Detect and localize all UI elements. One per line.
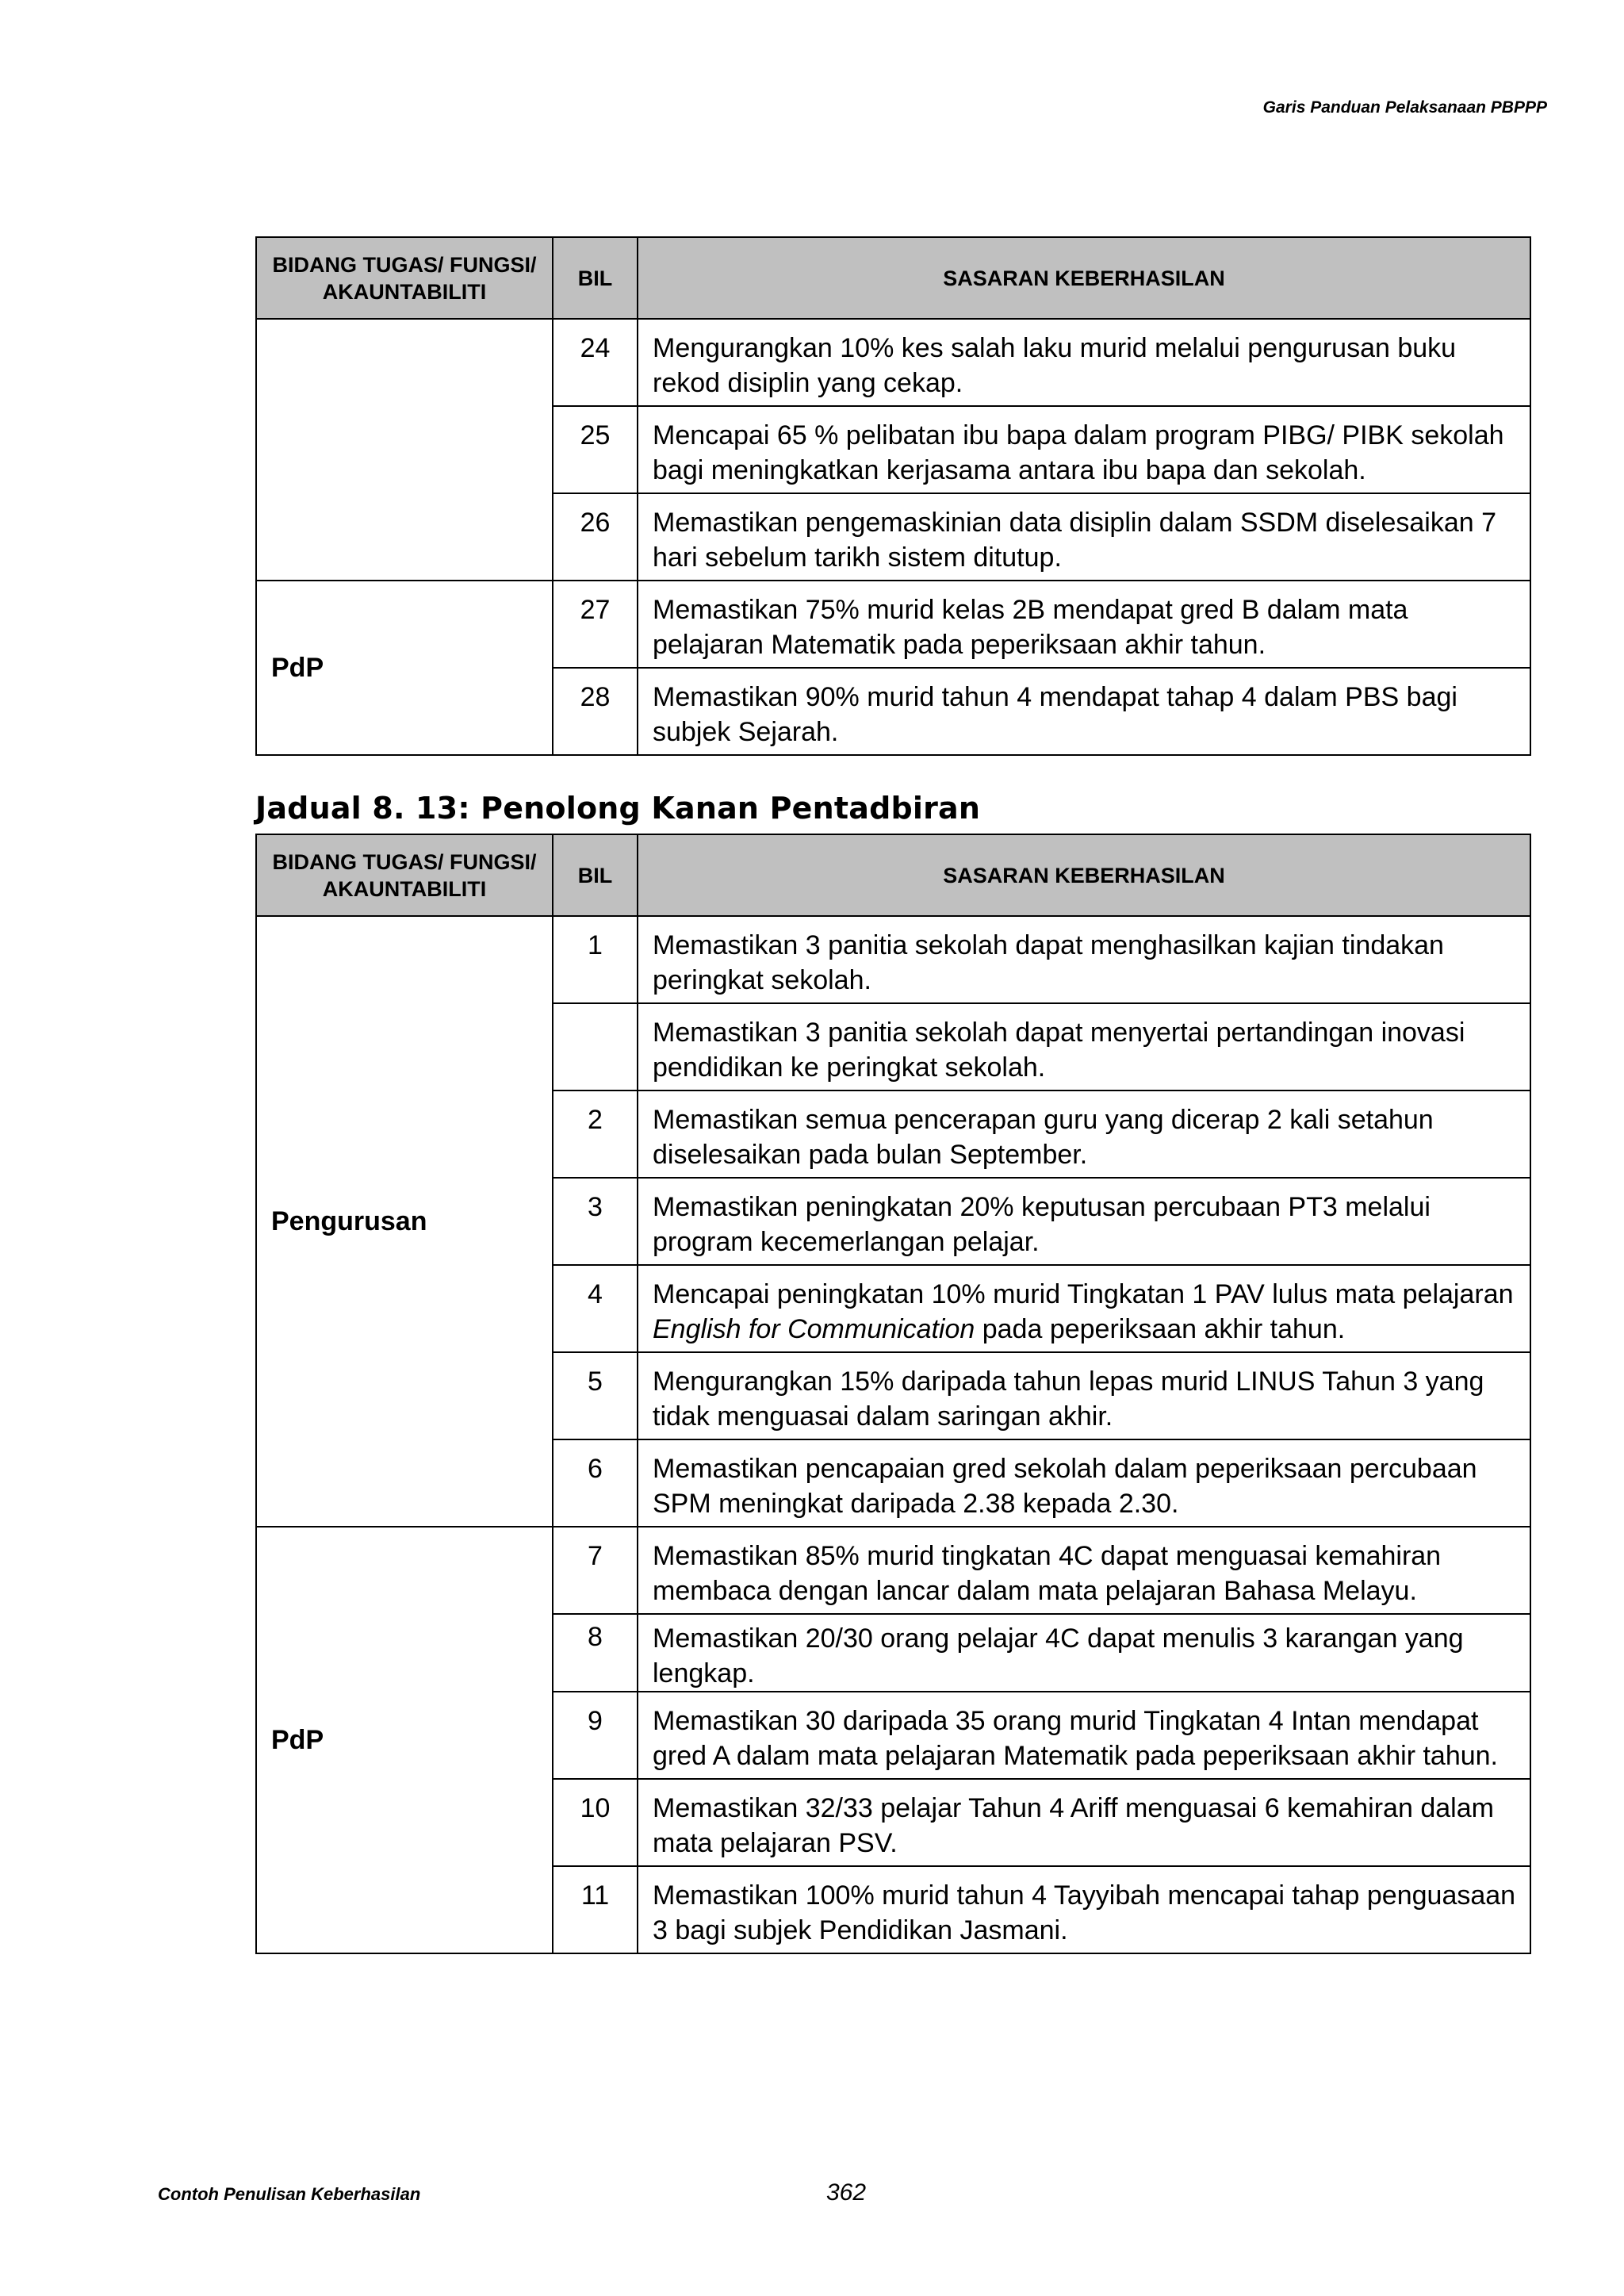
group-cell-pdp: PdP (256, 1527, 553, 1953)
bil-cell: 8 (553, 1614, 638, 1692)
sasaran-cell (638, 1265, 1530, 1352)
group-cell (256, 319, 553, 581)
bil-cell: 10 (553, 1779, 638, 1866)
table-caption: Jadual 8. 13: Penolong Kanan Pentadbiran (255, 791, 981, 826)
sasaran-text-before: Mencapai peningkatan 10% murid Tingkatan 1 PAV lulus mata pelajaran (653, 1279, 1514, 1309)
page-number: 362 (826, 2179, 867, 2206)
sasaran-cell: Mencapai 65 % pelibatan ibu bapa dalam program PIBG/ PIBK sekolah bagi meningkatkan kerjasama antara ibu bapa dan sekolah. (638, 406, 1530, 493)
sasaran-cell: Memastikan pencapaian gred sekolah dalam peperiksaan percubaan SPM meningkat daripada 2.38 kepada 2.30. (638, 1439, 1530, 1527)
bil-cell: 11 (553, 1866, 638, 1953)
kpi-table-penolong-kanan (255, 834, 1531, 1954)
footer-section-title: Contoh Penulisan Keberhasilan (158, 2184, 421, 2204)
group-cell-pengurusan: Pengurusan (256, 916, 553, 1527)
sasaran-text-italic: English for Communication (653, 1314, 975, 1344)
sasaran-cell: Memastikan 90% murid tahun 4 mendapat tahap 4 dalam PBS bagi subjek Sejarah. (638, 668, 1530, 755)
sasaran-cell: Mengurangkan 10% kes salah laku murid melalui pengurusan buku rekod disiplin yang cekap. (638, 319, 1530, 406)
sasaran-cell: Memastikan peningkatan 20% keputusan percubaan PT3 melalui program kecemerlangan pelajar. (638, 1178, 1530, 1265)
sasaran-cell: Memastikan 30 daripada 35 orang murid Tingkatan 4 Intan mendapat gred A dalam mata pelajaran Matematik pada peperiksaan akhir tahun. (638, 1692, 1530, 1779)
group-cell-pdp: PdP (256, 581, 553, 755)
table-row (256, 581, 1530, 668)
bil-cell: 6 (553, 1439, 638, 1527)
sasaran-cell: Memastikan 20/30 orang pelajar 4C dapat menulis 3 karangan yang lengkap. (638, 1614, 1530, 1692)
bil-cell: 4 (553, 1265, 638, 1352)
bil-cell: 7 (553, 1527, 638, 1614)
table-row (256, 319, 1530, 406)
column-header-bidang: BIDANG TUGAS/ FUNGSI/ AKAUNTABILITI (256, 834, 553, 916)
column-header-bidang: BIDANG TUGAS/ FUNGSI/ AKAUNTABILITI (256, 237, 553, 319)
column-header-sasaran: SASARAN KEBERHASILAN (638, 834, 1530, 916)
bil-cell: 1 (553, 916, 638, 1003)
column-header-bil: BIL (553, 834, 638, 916)
bil-cell: 3 (553, 1178, 638, 1265)
sasaran-cell: Memastikan 85% murid tingkatan 4C dapat menguasai kemahiran membaca dengan lancar dalam mata pelajaran Bahasa Melayu. (638, 1527, 1530, 1614)
bil-cell: 9 (553, 1692, 638, 1779)
bil-cell: 28 (553, 668, 638, 755)
column-header-sasaran: SASARAN KEBERHASILAN (638, 237, 1530, 319)
sasaran-cell: Memastikan 3 panitia sekolah dapat menyertai pertandingan inovasi pendidikan ke peringkat sekolah. (638, 1003, 1530, 1091)
bil-cell: 25 (553, 406, 638, 493)
sasaran-cell: Memastikan 3 panitia sekolah dapat menghasilkan kajian tindakan peringkat sekolah. (638, 916, 1530, 1003)
sasaran-cell: Memastikan 75% murid kelas 2B mendapat gred B dalam mata pelajaran Matematik pada peperiksaan akhir tahun. (638, 581, 1530, 668)
column-header-bil: BIL (553, 237, 638, 319)
sasaran-cell: Mengurangkan 15% daripada tahun lepas murid LINUS Tahun 3 yang tidak menguasai dalam saringan akhir. (638, 1352, 1530, 1439)
table-row (256, 1527, 1530, 1614)
bil-cell: 26 (553, 493, 638, 581)
bil-cell: 2 (553, 1091, 638, 1178)
sasaran-text-after: pada peperiksaan akhir tahun. (975, 1314, 1346, 1344)
kpi-table-continued (255, 236, 1531, 756)
sasaran-cell: Memastikan semua pencerapan guru yang dicerap 2 kali setahun diselesaikan pada bulan September. (638, 1091, 1530, 1178)
bil-cell: 24 (553, 319, 638, 406)
bil-cell (553, 1003, 638, 1091)
sasaran-cell: Memastikan 32/33 pelajar Tahun 4 Ariff menguasai 6 kemahiran dalam mata pelajaran PSV. (638, 1779, 1530, 1866)
sasaran-cell: Memastikan pengemaskinian data disiplin dalam SSDM diselesaikan 7 hari sebelum tarikh sistem ditutup. (638, 493, 1530, 581)
sasaran-cell: Memastikan 100% murid tahun 4 Tayyibah mencapai tahap penguasaan 3 bagi subjek Pendidikan Jasmani. (638, 1866, 1530, 1953)
table-row (256, 916, 1530, 1003)
bil-cell: 5 (553, 1352, 638, 1439)
bil-cell: 27 (553, 581, 638, 668)
running-header: Garis Panduan Pelaksanaan PBPPP (1262, 98, 1547, 117)
